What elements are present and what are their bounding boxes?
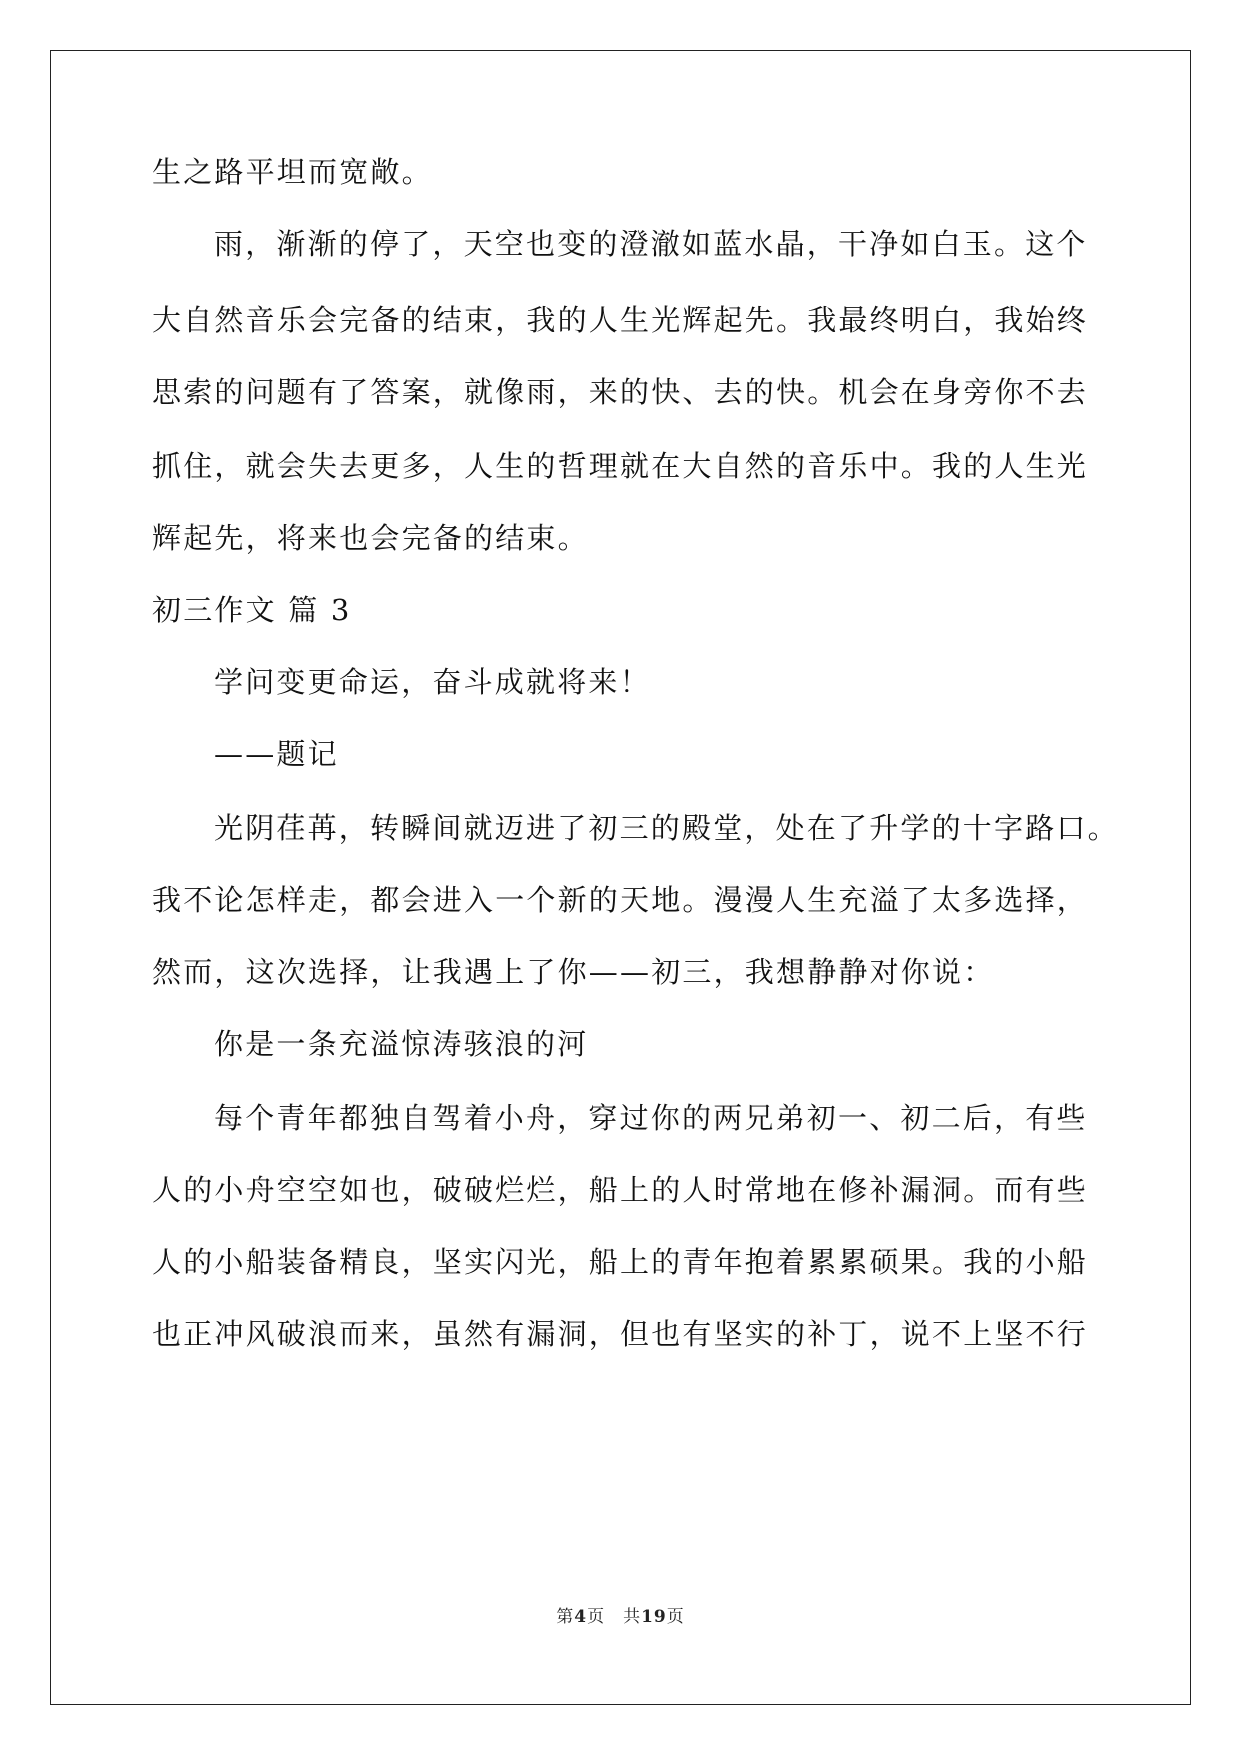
total-pages-number: 19 [641,1607,667,1627]
footer-page-suffix: 页 [587,1607,606,1627]
text-line: 思索的问题有了答案，就像雨，来的快、去的快。机会在身旁你不去 [152,375,1089,409]
text-line: 大自然音乐会完备的结束，我的人生光辉起先。我最终明白，我始终 [152,303,1089,337]
footer-page-prefix: 第 [556,1607,575,1627]
text-line: 光阴荏苒，转瞬间就迈进了初三的殿堂，处在了升学的十字路口。 [214,811,1119,845]
text-line: 你是一条充溢惊涛骇浪的河 [214,1027,589,1061]
current-page-number: 4 [574,1607,588,1627]
page-border [50,50,1191,1705]
text-line: 人的小船装备精良，坚实闪光，船上的青年抱着累累硕果。我的小船 [152,1245,1089,1279]
section-heading: 初三作文 篇 3 [152,593,352,627]
text-line: 每个青年都独自驾着小舟，穿过你的两兄弟初一、初二后，有些 [214,1101,1088,1135]
text-line: 人的小舟空空如也，破破烂烂，船上的人时常地在修补漏洞。而有些 [152,1173,1089,1207]
footer-total-suffix: 页 [666,1607,685,1627]
footer-total-prefix: 共 [623,1607,642,1627]
page-footer [0,1602,1241,1627]
text-line: 我不论怎样走，都会进入一个新的天地。漫漫人生充溢了太多选择， [152,883,1089,917]
text-line: 然而，这次选择，让我遇上了你——初三，我想静静对你说： [152,955,995,989]
text-line: ——题记 [214,737,339,771]
text-line: 雨，渐渐的停了，天空也变的澄澈如蓝水晶，干净如白玉。这个 [214,227,1088,261]
text-line: 学问变更命运，奋斗成就将来！ [214,665,651,699]
text-line: 生之路平坦而宽敞。 [152,155,433,189]
text-line: 也正冲风破浪而来，虽然有漏洞，但也有坚实的补丁，说不上坚不行 [152,1317,1089,1351]
text-line: 抓住，就会失去更多，人生的哲理就在大自然的音乐中。我的人生光 [152,449,1089,483]
text-line: 辉起先，将来也会完备的结束。 [152,521,589,555]
